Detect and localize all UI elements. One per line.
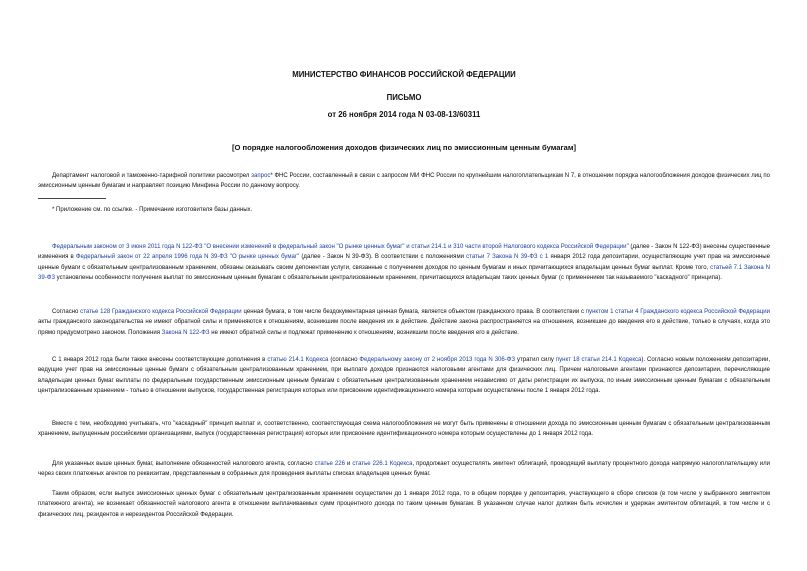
paragraph-2: Федеральным законом от 3 июня 2011 года N 122-ФЗ "О внесении изменений в федеральный закон "О рынке ценных бумаг" и статьи 214.1 и 310 части второй Налогового кодекса Российской Федерации" (далее - Закон N 122-ФЗ) внесены существенные изменения в Федеральный закон от 22 апреля 1996 года N 39-ФЗ "О рынке ценных бумаг" (далее - Закон N 39-ФЗ). В соответствии с положениями статьи 7 Закона N 39-ФЗ с 1 января 2012 года депозитарии, осуществляющие учет прав на эмиссионные ценные бумаги с обязательным централизованным хранением, обязаны оказывать своим депонентам услуги, связанные с получением доходов по ценным бумагам и иных причитающихся владельцам ценных бумаг выплат. Кроме того, статьей 7.1 Закона N 39-ФЗ установлены особенности получения выплат по эмиссионным ценным бумагам с обязательным централизованным хранением, причитающихся владельцам таких ценных бумаг (с применением так называемого "каскадного" принципа). [38, 244, 770, 282]
link-law-122-short[interactable]: Закона N 122-ФЗ [161, 329, 210, 336]
paragraph-4: С 1 января 2012 года были также внесены соответствующие дополнения в статью 214.1 Кодекса (согласно Федеральному закону от 2 ноября 2013 года N 306-ФЗ утратил силу пункт 18 статьи 214.1 Кодекса). Согласно новым положениям депозитарии, ведущие учет прав на эмиссионные ценные бумаги с обязательным централизованным хранением, при выплате доходов признаются налоговыми агентами для физических лиц. Причем налоговыми агентами признаются депозитарии, перечисляющие владельцам ценных бумаг выплаты по федеральным государственным эмиссионным ценным бумагам с обязательным централизованным хранением независимо от даты регистрации их выпуска, по иным эмиссионным ценным бумагам с обязательным централизованным хранением - только в отношении выпусков, государственная регистрация которых или присвоение идентификационного номера которым осуществлены после 1 января 2012 года. [38, 357, 771, 395]
link-law-39[interactable]: Федеральный закон от 22 апреля 1996 года N 39-ФЗ "О рынке ценных бумаг" [75, 254, 300, 261]
link-article-214-1[interactable]: статью 214.1 Кодекса [267, 357, 329, 363]
paragraph-7: Таким образом, если выпуск эмиссионных ценных бумаг с обязательным централизованным хранением осуществлен до 1 января 2012 года, то в общем порядке у депозитария, участвующего в сборе списков (в том числе у выбранного эмитентом платежного агента), не возникает обязанностей налогового агента в отношении выплачиваемых сумм процентного дохода по таким ценным бумагам. В указанном случае налог должен быть исчислен и удержан эмитентом облигаций, в том числе и с физических лиц, резидентов и нерезидентов Российской Федерации. [38, 491, 770, 518]
link-paragraph-18[interactable]: пункт 18 статьи 214.1 Кодекса [555, 357, 642, 363]
link-article-226-1[interactable]: статье 226.1 Кодекса [352, 461, 413, 467]
document-type: ПИСЬМО [386, 93, 422, 102]
document-date-number: от 26 ноября 2014 года N 03-08-13/60311 [327, 110, 481, 119]
paragraph-6: Для указанных выше ценных бумаг, выполнение обязанностей налогового агента, согласно статье 226 и статье 226.1 Кодекса, продолжает осуществлять эмитент облигаций, проводящий выплату процентного дохода напрямую налогоплательщику или через своих платежных агентов по реквизитам, представленным в собранных для проведения выплаты списках владельцев ценных бумаг. [38, 461, 770, 478]
document-subject: [О порядке налогообложения доходов физических лиц по эмиссионным ценным бумагам] [231, 143, 577, 152]
paragraph-1: Департамент налоговой и таможенно-тарифной политики рассмотрел запрос* ФНС России, составленный в связи с запросом МИ ФНС России по крупнейшим налогоплательщикам N 7, в отношении порядка налогообложения доходов физических лиц по эмиссионным ценным бумагам и направляет позицию Минфина России по данному вопросу. [38, 173, 770, 190]
link-law-306[interactable]: Федеральному закону от 2 ноября 2013 года N 306-ФЗ [359, 357, 516, 363]
paragraph-5: Вместе с тем, необходимо учитывать, что "каскадный" принцип выплат и, соответственно, соответствующая схема налогообложения не могут быть применены в отношении дохода по эмиссионным ценным бумагам с обязательным централизованным хранением, выпущенным российскими организациями, выпуск (государственная регистрация) которых или присвоение идентификационного номера которым осуществлены до 1 января 2012 года. [38, 421, 770, 438]
link-article-7[interactable]: статьи 7 Закона N 39-ФЗ с 1 [466, 254, 549, 261]
footnote: * Приложение см. по ссылке. - Примечание изготовителя базы данных. [52, 207, 253, 213]
link-civil-code-4[interactable]: пунктом 1 статьи 4 Гражданского кодекса Российской Федерации [585, 309, 770, 315]
link-article-226[interactable]: статье 226 [314, 461, 345, 467]
footnote-divider [38, 198, 106, 199]
link-law-122[interactable]: Федеральным законом от 3 июня 2011 года N 122-ФЗ "О внесении изменений в федеральный закон "О рынке ценных бумаг" и статьи 214.1 и 310 части второй Налогового кодекса Российской Федерации" [52, 244, 629, 250]
ministry-heading: МИНИСТЕРСТВО ФИНАНСОВ РОССИЙСКОЙ ФЕДЕРАЦИИ [292, 70, 516, 79]
link-article-7-1[interactable]: статьей 7.1 Закона N 39-ФЗ [38, 264, 770, 282]
paragraph-3: Согласно статье 128 Гражданского кодекса Российской Федерации ценная бумага, в том числе бездокументарная ценная бумага, является объектом гражданского права. В соответствии с пунктом 1 статьи 4 Гражданского кодекса Российской Федерации акты гражданского законодательства не имеют обратной силы и применяются к отношениям, возникшим после введения их в действие. Действие закона распространяется на отношения, возникшие до введения его в действие, только в случаях, когда это прямо предусмотрено законом. Положения Закона N 122-ФЗ не имеют обратной силы и подлежат применению к отношениям, возникшим после введения его в действие. [38, 309, 770, 336]
link-civil-code-128[interactable]: статье 128 Гражданского кодекса Российской Федерации [80, 309, 242, 315]
link-request[interactable]: запрос [251, 173, 271, 179]
